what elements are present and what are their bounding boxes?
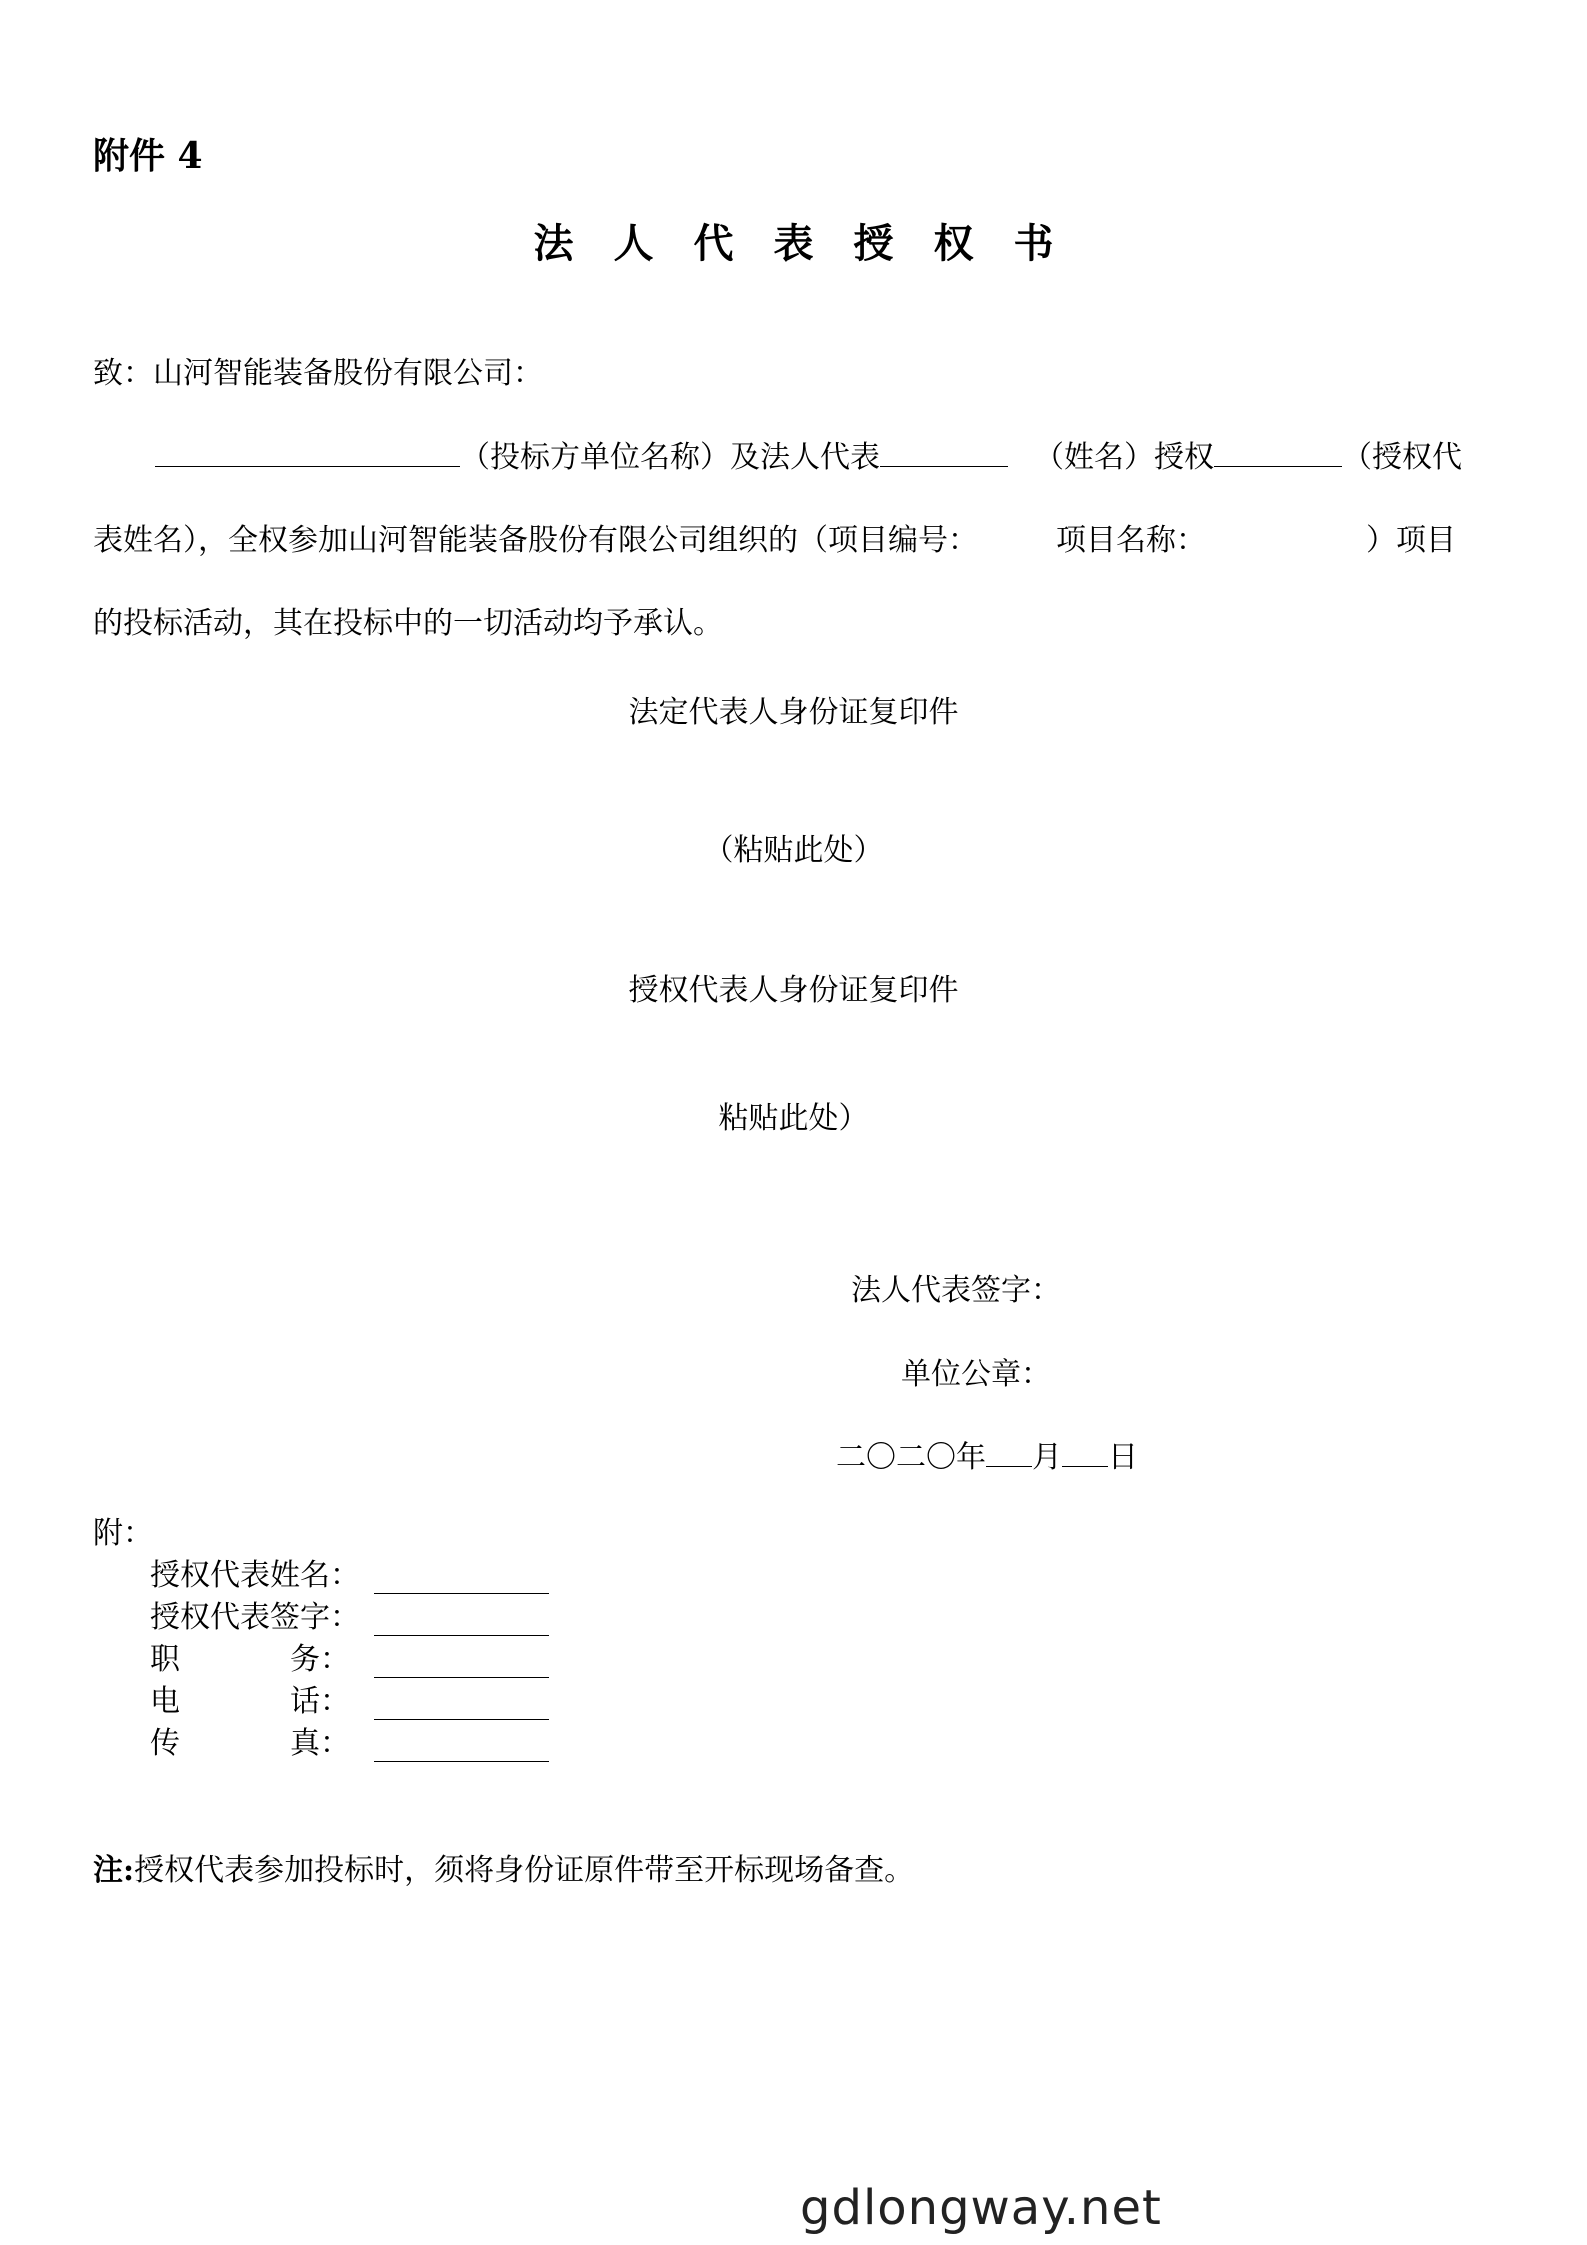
appendix-row-name: [150, 1550, 549, 1594]
day-blank: [1062, 1440, 1108, 1467]
paragraph-line-1: [155, 432, 1462, 476]
note: [93, 1845, 914, 1889]
paste-here-1: （粘贴此处）: [703, 833, 884, 868]
paragraph-line-3: 的投标活动，其在投标中的一切活动均予承认。: [93, 606, 723, 641]
fill-in-line: [374, 1611, 549, 1636]
fill-in-line: [374, 1653, 549, 1678]
appendix-row-label: 授权代表签字：: [150, 1600, 360, 1635]
legal-rep-name-blank: [880, 440, 1008, 467]
month-blank: [986, 1440, 1032, 1467]
bidder-name-blank: [155, 440, 460, 467]
fill-in-line: [374, 1695, 549, 1720]
appendix-row-label: 职 务：: [150, 1642, 350, 1677]
date-year: 二〇二〇年: [836, 1440, 986, 1475]
date-day: 日: [1108, 1440, 1138, 1475]
company-seal: 单位公章：: [901, 1357, 1051, 1392]
appendix-row-phone: [150, 1676, 549, 1720]
appendix-row-signature: [150, 1592, 549, 1636]
appendix-row-position: [150, 1634, 549, 1678]
legal-rep-signature: 法人代表签字：: [851, 1273, 1061, 1308]
addressee: 致：山河智能装备股份有限公司：: [93, 356, 543, 391]
legal-rep-id-copy: 法定代表人身份证复印件: [628, 695, 959, 730]
note-prefix: 注:: [93, 1853, 135, 1888]
fill-in-line: [374, 1737, 549, 1762]
bidder-name-text: （投标方单位名称）及法人代表: [460, 440, 880, 475]
date-month: 月: [1032, 1440, 1062, 1475]
paste-here-2: 粘贴此处）: [718, 1101, 869, 1136]
project-name-text: 项目名称：: [1056, 523, 1206, 558]
auth-rep-text: （授权代: [1342, 440, 1462, 475]
appendix-row-label: 传 真：: [150, 1726, 350, 1761]
watermark: gdlongway.net: [800, 2180, 1162, 2236]
paragraph-line-2: [93, 515, 1456, 559]
note-text: 授权代表参加投标时，须将身份证原件带至开标现场备查。: [134, 1853, 915, 1888]
date-line: [836, 1432, 1138, 1476]
name-authorize-text: （姓名）授权: [1034, 440, 1214, 475]
appendix-label: 附：: [93, 1516, 153, 1551]
appendix-row-fax: [150, 1718, 549, 1762]
auth-rep-name-blank: [1214, 440, 1342, 467]
appendix-row-label: 电 话：: [150, 1684, 350, 1719]
project-number-text: 表姓名），全权参加山河智能装备股份有限公司组织的（项目编号：: [93, 523, 978, 558]
fill-in-line: [374, 1569, 549, 1594]
appendix-row-label: 授权代表姓名：: [150, 1558, 360, 1593]
attachment-label: 附件 4: [93, 135, 203, 177]
document-title: 法人代表授权书: [533, 220, 1094, 267]
auth-rep-id-copy: 授权代表人身份证复印件: [628, 973, 959, 1008]
project-end-text: ）项目: [1366, 523, 1456, 558]
